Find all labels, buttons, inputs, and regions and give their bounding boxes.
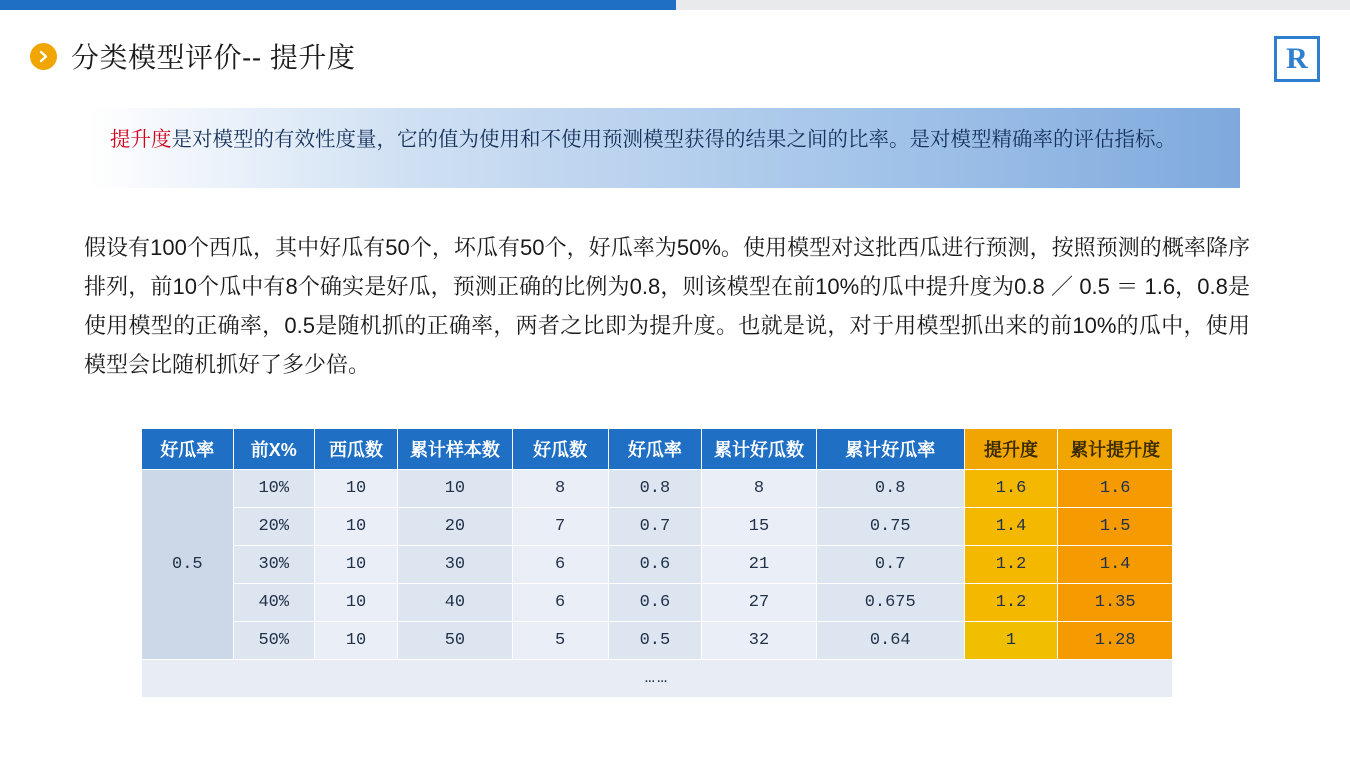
cell-good-ratio: 0.6 (608, 584, 702, 622)
cell-melon-count: 10 (314, 508, 397, 546)
chevron-right-icon (30, 43, 57, 70)
top-bar-accent (0, 0, 676, 10)
cell-cum-good-ratio: 0.8 (816, 470, 964, 508)
cell-good-count: 6 (512, 546, 608, 584)
cell-cum-count: 10 (398, 470, 513, 508)
cell-cum-good-ratio: 0.675 (816, 584, 964, 622)
cell-good-count: 8 (512, 470, 608, 508)
cell-top-pct: 10% (233, 470, 314, 508)
table-ellipsis-row (142, 660, 1173, 698)
table-row (142, 470, 1173, 508)
cell-lift: 1.4 (964, 508, 1058, 546)
cell-cum-count: 30 (398, 546, 513, 584)
cell-cum-lift: 1.35 (1058, 584, 1173, 622)
lift-table-wrap (141, 428, 1173, 698)
table-header-row (142, 429, 1173, 470)
cell-cum-good-count: 8 (702, 470, 817, 508)
cell-cum-lift: 1.4 (1058, 546, 1173, 584)
logo-letter: R (1286, 42, 1308, 75)
cell-cum-good-count: 27 (702, 584, 817, 622)
col-header-cum-good-ratio: 累计好瓜率 (816, 429, 964, 470)
cell-melon-count: 10 (314, 584, 397, 622)
cell-cum-good-ratio: 0.7 (816, 546, 964, 584)
cell-good-count: 5 (512, 622, 608, 660)
col-header-melon-count: 西瓜数 (314, 429, 397, 470)
cell-cum-count: 40 (398, 584, 513, 622)
definition-callout (88, 108, 1240, 188)
slide-title-row (30, 36, 355, 76)
cell-cum-good-count: 15 (702, 508, 817, 546)
body-paragraph: 假设有100个西瓜，其中好瓜有50个，坏瓜有50个，好瓜率为50%。使用模型对这批西瓜进行预测，按照预测的概率降序排列，前10个瓜中有8个确实是好瓜，预测正确的比例为0.8，则该模型在前10%的瓜中提升度为0.8 ／ 0.5 ＝ 1.6，0.8是使用模型的正确率，0.5是随机抓的正确率，两者之比即为提升度。也就是说，对于用模型抓出来的前10%的瓜中，使用模型会比随机抓好了多少倍。 (84, 235, 1250, 378)
col-header-good-rate: 好瓜率 (142, 429, 234, 470)
col-header-cum-count: 累计样本数 (398, 429, 513, 470)
cell-cum-lift: 1.6 (1058, 470, 1173, 508)
cell-lift: 1.6 (964, 470, 1058, 508)
brand-logo (1274, 36, 1320, 82)
cell-good-ratio: 0.7 (608, 508, 702, 546)
cell-cum-count: 50 (398, 622, 513, 660)
cell-lift: 1.2 (964, 546, 1058, 584)
cell-good-ratio: 0.8 (608, 470, 702, 508)
table-row (142, 546, 1173, 584)
cell-good-count: 7 (512, 508, 608, 546)
cell-lift: 1 (964, 622, 1058, 660)
cell-cum-lift: 1.28 (1058, 622, 1173, 660)
cell-top-pct: 50% (233, 622, 314, 660)
col-header-cum-lift: 累计提升度 (1058, 429, 1173, 470)
col-header-lift: 提升度 (964, 429, 1058, 470)
cell-cum-good-count: 21 (702, 546, 817, 584)
cell-good-ratio: 0.5 (608, 622, 702, 660)
cell-good-count: 6 (512, 584, 608, 622)
cell-cum-good-ratio: 0.75 (816, 508, 964, 546)
cell-good-ratio: 0.6 (608, 546, 702, 584)
cell-cum-good-count: 32 (702, 622, 817, 660)
cell-melon-count: 10 (314, 470, 397, 508)
cell-top-pct: 20% (233, 508, 314, 546)
col-header-good-ratio: 好瓜率 (608, 429, 702, 470)
table-row (142, 508, 1173, 546)
col-header-top-pct: 前X% (233, 429, 314, 470)
cell-cum-count: 20 (398, 508, 513, 546)
cell-cum-good-ratio: 0.64 (816, 622, 964, 660)
table-row (142, 622, 1173, 660)
cell-top-pct: 30% (233, 546, 314, 584)
callout-text: 是对模型的有效性度量，它的值为使用和不使用预测模型获得的结果之间的比率。是对模型精确率的评估指标。 (171, 128, 1176, 151)
cell-melon-count: 10 (314, 622, 397, 660)
table-row (142, 584, 1173, 622)
lift-table (141, 428, 1173, 698)
cell-top-pct: 40% (233, 584, 314, 622)
table-ellipsis: …… (142, 660, 1173, 698)
page-title: 分类模型评价-- 提升度 (71, 42, 356, 73)
callout-highlight-term: 提升度 (110, 128, 172, 151)
cell-cum-lift: 1.5 (1058, 508, 1173, 546)
cell-melon-count: 10 (314, 546, 397, 584)
col-header-cum-good-count: 累计好瓜数 (702, 429, 817, 470)
cell-good-rate: 0.5 (142, 470, 234, 660)
col-header-good-count: 好瓜数 (512, 429, 608, 470)
cell-lift: 1.2 (964, 584, 1058, 622)
